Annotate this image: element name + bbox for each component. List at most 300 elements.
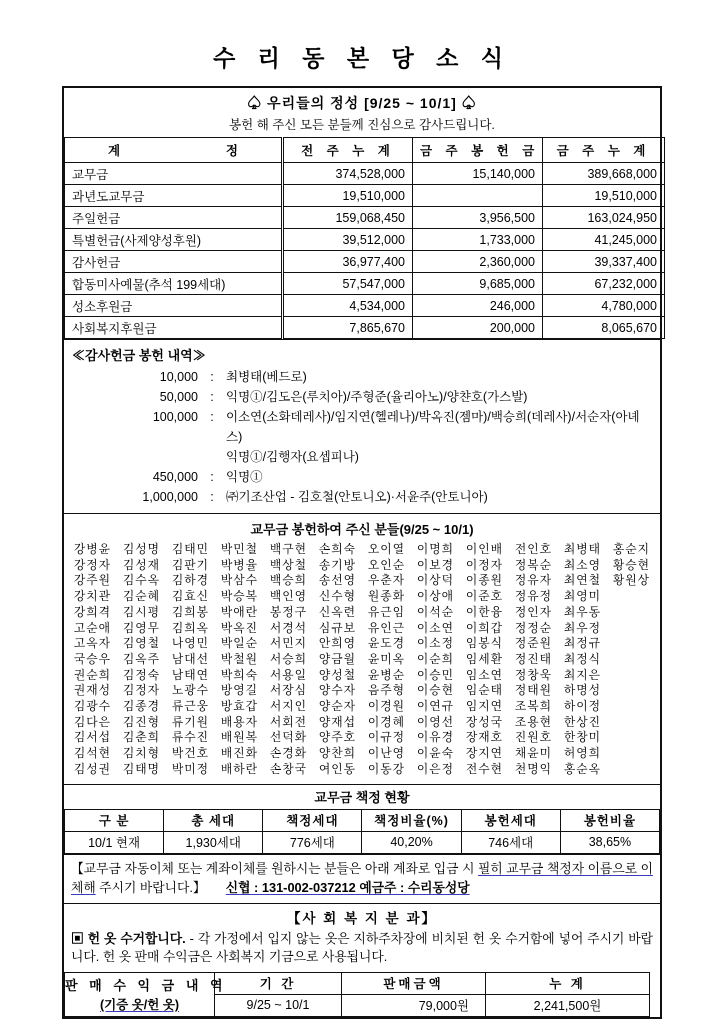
donor-name: 박승복	[220, 589, 259, 604]
donor-name: 서용일	[269, 667, 308, 682]
finance-week-offering-cell: 3,956,500	[413, 207, 543, 229]
finance-header-account-left: 계	[108, 144, 121, 158]
donor-row	[68, 762, 656, 778]
donor-name: 권재성	[73, 683, 112, 698]
finance-week-total-cell: 39,337,400	[543, 251, 665, 273]
donor-name: 배하란	[220, 761, 259, 776]
finance-account-cell: 특별헌금(사제양성후원)	[65, 229, 283, 251]
donor-name: 임지연	[465, 699, 504, 714]
donor-name: 김광수	[73, 699, 112, 714]
finance-prev-total-cell: 374,528,000	[283, 163, 413, 185]
assessment-header-row	[65, 809, 660, 831]
thanksgiving-separator: :	[210, 410, 214, 424]
donor-name: 남대선	[171, 651, 210, 666]
donor-name: 이영선	[416, 714, 455, 729]
finance-row	[65, 251, 665, 273]
page-title: 수 리 동 본 당 소 식	[213, 45, 511, 71]
assessment-table	[64, 809, 660, 854]
assessment-header-category: 구 분	[65, 809, 164, 831]
sales-table	[64, 972, 650, 1017]
thanksgiving-name-line: 익명①	[226, 470, 263, 484]
finance-week-total-cell: 19,510,000	[543, 185, 665, 207]
donor-name: 우춘자	[367, 573, 406, 588]
assessment-header-offering-households: 봉헌세대	[461, 809, 560, 831]
donor-name: 김석현	[73, 746, 112, 761]
finance-prev-total-cell: 19,510,000	[283, 185, 413, 207]
finance-header-prev-total: 전 주 누 계	[283, 138, 413, 163]
finance-prev-total-cell: 36,977,400	[283, 251, 413, 273]
thanksgiving-name-line: 익명①/김도은(루치아)/주형준(율리아노)/양챤호(가스발)	[226, 390, 528, 404]
donor-name: 방영길	[220, 683, 259, 698]
donor-row	[68, 746, 656, 762]
assessment-pledged-ratio: 40,20%	[362, 831, 461, 853]
donor-name: 고순애	[73, 620, 112, 635]
donor-name: 안희영	[318, 636, 357, 651]
donor-name: 이희갑	[465, 620, 504, 635]
donor-name: 나영민	[171, 636, 210, 651]
donor-name: 김태명	[122, 761, 161, 776]
donor-name: 이승민	[416, 667, 455, 682]
donor-name: 배원복	[220, 730, 259, 745]
offering-title: ♤ 우리들의 정성 [9/25 ~ 10/1] ♤	[247, 95, 477, 111]
thanksgiving-separator: :	[210, 470, 214, 484]
finance-prev-total-cell: 159,068,450	[283, 207, 413, 229]
donor-name: 강주원	[73, 573, 112, 588]
donor-name: 김희봉	[171, 604, 210, 619]
sales-row-label	[65, 972, 227, 1016]
donor-name: 정준원	[514, 636, 553, 651]
donor-name: 최영미	[563, 589, 602, 604]
assessment-header-offering-ratio: 봉헌비율	[560, 809, 659, 831]
donor-row	[68, 668, 656, 684]
finance-account-cell: 과년도교무금	[65, 185, 283, 207]
donor-name: 최우동	[563, 604, 602, 619]
donor-name	[607, 730, 656, 746]
welfare-notice-heading: ▣ 헌 옷 수거합니다.	[71, 930, 186, 946]
donor-name: 이소연	[416, 620, 455, 635]
donor-name: 진원호	[514, 730, 553, 745]
donor-name: 양찬희	[318, 746, 357, 761]
finance-header-week-total: 금 주 누 계	[543, 138, 665, 163]
finance-week-offering-cell: 246,000	[413, 295, 543, 317]
donor-row	[68, 621, 656, 637]
donor-name: 류수진	[171, 730, 210, 745]
welfare-title: 【사 회 복 지 분 과】	[287, 910, 437, 926]
donor-name: 이석순	[416, 604, 455, 619]
donor-name: 하명성	[563, 683, 602, 698]
donor-name: 이윤숙	[416, 746, 455, 761]
donor-name: 강병윤	[73, 542, 112, 556]
donor-name: 손경화	[269, 746, 308, 761]
sales-header-cumulative: 누 계	[486, 972, 650, 994]
donor-name: 윤도경	[367, 636, 406, 651]
donor-name: 이소정	[416, 636, 455, 651]
donor-name	[607, 605, 656, 621]
donor-name: 류근웅	[171, 699, 210, 714]
finance-header-row	[65, 138, 665, 163]
dues-donors-grid	[68, 542, 656, 778]
donor-name	[607, 715, 656, 731]
donor-name: 김성재	[122, 557, 161, 572]
donor-name: 황원상	[612, 573, 651, 588]
finance-header-account-right: 정	[225, 144, 238, 158]
donor-name: 이상애	[416, 589, 455, 604]
donor-name: 이규정	[367, 730, 406, 745]
finance-account-cell: 주일헌금	[65, 207, 283, 229]
donor-name: 박삼수	[220, 573, 259, 588]
donor-name: 음주형	[367, 683, 406, 698]
donor-name: 손창국	[269, 761, 308, 776]
donor-name: 김치형	[122, 746, 161, 761]
donor-name: 배진화	[220, 746, 259, 761]
donor-name: 정유정	[514, 589, 553, 604]
donor-name: 박건호	[171, 746, 210, 761]
donor-name: 이종원	[465, 573, 504, 588]
donor-name: 이유경	[416, 730, 455, 745]
finance-account-cell: 사회복지후원금	[65, 317, 283, 339]
donor-name: 박옥진	[220, 620, 259, 635]
donor-name: 이은정	[416, 761, 455, 776]
thanksgiving-line	[72, 487, 652, 507]
donor-name: 이명희	[416, 542, 455, 556]
donor-name: 서민지	[269, 636, 308, 651]
donor-name: 정유자	[514, 573, 553, 588]
donor-name: 서장심	[269, 683, 308, 698]
transfer-notice-text-end: 주시기 바랍니다.】	[95, 879, 206, 895]
donor-name: 최소영	[563, 557, 602, 572]
finance-header-week-offering: 금 주 봉 헌 금	[413, 138, 543, 163]
donor-name: 손희숙	[318, 542, 357, 556]
donor-name: 양순자	[318, 699, 357, 714]
donor-name: 김서섭	[73, 730, 112, 745]
finance-prev-total-cell: 7,865,670	[283, 317, 413, 339]
finance-row	[65, 163, 665, 185]
donor-name: 서승희	[269, 651, 308, 666]
donor-name: 조용현	[514, 714, 553, 729]
donor-name: 박철원	[220, 651, 259, 666]
dues-donors-title: 교무금 봉헌하여 주신 분들(9/25 ~ 10/1)	[250, 522, 474, 537]
thanksgiving-name-line: ㈜기조산업 - 김호철(안토니오)·서윤주(안토니아)	[226, 490, 488, 504]
donor-name: 국승우	[73, 651, 112, 666]
finance-week-total-cell: 8,065,670	[543, 317, 665, 339]
thanksgiving-names	[226, 367, 652, 387]
transfer-notice	[64, 854, 660, 903]
donor-name: 김효신	[171, 589, 210, 604]
donor-name: 이정자	[465, 557, 504, 572]
donor-name: 박일순	[220, 636, 259, 651]
donor-name: 박미정	[171, 761, 210, 776]
finance-week-total-cell: 163,024,950	[543, 207, 665, 229]
donor-name: 정창욱	[514, 667, 553, 682]
donor-name: 강정자	[73, 557, 112, 572]
donor-name: 선덕화	[269, 730, 308, 745]
donor-name: 김영철	[122, 636, 161, 651]
donor-name: 정진태	[514, 651, 553, 666]
finance-week-offering-cell	[413, 185, 543, 207]
finance-account-cell: 성소후원금	[65, 295, 283, 317]
donor-name: 봉정구	[269, 604, 308, 619]
finance-row	[65, 207, 665, 229]
donor-name: 김정숙	[122, 667, 161, 682]
finance-account-cell: 교무금	[65, 163, 283, 185]
donor-row	[68, 715, 656, 731]
donor-name: 임순태	[465, 683, 504, 698]
donor-name: 김옥주	[122, 651, 161, 666]
dues-donors-section	[64, 513, 660, 784]
donor-name: 장성국	[465, 714, 504, 729]
donor-name: 김다은	[73, 714, 112, 729]
donor-name: 김성명	[122, 542, 161, 556]
donor-name: 양성철	[318, 667, 357, 682]
assessment-total-households: 1,930세대	[164, 831, 263, 853]
welfare-section	[64, 903, 660, 1017]
finance-week-offering-cell: 200,000	[413, 317, 543, 339]
donor-row	[68, 652, 656, 668]
finance-week-total-cell: 4,780,000	[543, 295, 665, 317]
thanksgiving-name-line: 이소연(소화데레사)/임지연(헬레나)/박옥진(젬마)/백승희(데레사)/서순자(아녜스)	[226, 410, 640, 444]
donor-name: 양수자	[318, 683, 357, 698]
donor-name: 이경혜	[367, 714, 406, 729]
donor-name: 정인자	[514, 604, 553, 619]
donor-name	[607, 652, 656, 668]
donor-name: 서경석	[269, 620, 308, 635]
donor-row	[68, 589, 656, 605]
donor-name: 이동강	[367, 761, 406, 776]
donor-name: 황승현	[612, 557, 651, 572]
thanksgiving-name-line: 익명①/김행자(요셉피나)	[226, 450, 359, 464]
welfare-notice	[64, 928, 660, 972]
offering-header	[64, 88, 660, 137]
donor-row	[68, 558, 656, 574]
donor-name: 채윤미	[514, 746, 553, 761]
finance-row	[65, 317, 665, 339]
donor-name	[607, 589, 656, 605]
thanksgiving-amount: 100,000	[152, 410, 198, 424]
donor-name: 최우정	[563, 620, 602, 635]
donor-name: 홍순옥	[563, 761, 602, 776]
sales-row-label-line2: (기증 옷/헌 옷)	[99, 998, 180, 1013]
thanksgiving-separator: :	[210, 390, 214, 404]
assessment-offering-ratio: 38,65%	[560, 831, 659, 853]
donor-name: 전인호	[514, 542, 553, 556]
thanksgiving-amount: 10,000	[159, 370, 198, 384]
finance-week-offering-cell: 9,685,000	[413, 273, 543, 295]
donor-name: 백구현	[269, 542, 308, 556]
transfer-notice-text: 【교무금 자동이체 또는 계좌이체를 원하시는 분들은 아래 계좌로 입금 시	[71, 860, 479, 876]
finance-row	[65, 185, 665, 207]
finance-week-total-cell: 41,245,000	[543, 229, 665, 251]
donor-name	[607, 668, 656, 684]
donor-name: 송기방	[318, 557, 357, 572]
sales-header-period: 기 간	[215, 972, 342, 994]
donor-name	[607, 621, 656, 637]
donor-name: 하이정	[563, 699, 602, 714]
thanksgiving-amount: 450,000	[152, 470, 198, 484]
donor-name: 정복순	[514, 557, 553, 572]
transfer-notice-underlined: 필히 교무금 책정자 이름으로 이체해	[71, 860, 653, 895]
thanksgiving-section	[64, 339, 660, 513]
donor-name: 한창미	[563, 730, 602, 745]
donor-name: 김시평	[122, 604, 161, 619]
thanksgiving-names	[226, 387, 652, 407]
donor-name	[607, 636, 656, 652]
sales-header-row	[65, 972, 650, 994]
donor-name: 김성권	[73, 761, 112, 776]
donor-row	[68, 573, 656, 589]
donor-name: 윤병순	[367, 667, 406, 682]
sales-period: 9/25 ~ 10/1	[215, 994, 342, 1016]
donor-name: 백승희	[269, 573, 308, 588]
thanksgiving-names	[226, 407, 652, 467]
donor-name: 여인동	[318, 761, 357, 776]
donor-name: 원종화	[367, 589, 406, 604]
donor-name: 김판기	[171, 557, 210, 572]
donor-name: 고옥자	[73, 636, 112, 651]
thanksgiving-name-line: 최병태(베드로)	[226, 370, 307, 384]
finance-table-body	[65, 163, 665, 339]
finance-week-total-cell: 67,232,000	[543, 273, 665, 295]
thanksgiving-separator: :	[210, 490, 214, 504]
donor-row	[68, 699, 656, 715]
donor-row	[68, 542, 656, 558]
donor-name: 심규보	[318, 620, 357, 635]
donor-name: 홍순지	[612, 542, 651, 556]
thanksgiving-names	[226, 467, 652, 487]
donor-name: 천명익	[514, 761, 553, 776]
donor-name: 오인순	[367, 557, 406, 572]
donor-name: 김정자	[122, 683, 161, 698]
finance-account-cell: 감사헌금	[65, 251, 283, 273]
assessment-offering-households: 746세대	[461, 831, 560, 853]
donor-name: 백인영	[269, 589, 308, 604]
thanksgiving-lines	[72, 367, 652, 507]
donor-name: 노광수	[171, 683, 210, 698]
donor-name: 오이열	[367, 542, 406, 556]
offering-subtitle: 봉헌 해 주신 모든 분들께 진심으로 감사드립니다.	[229, 118, 495, 132]
donor-name: 김희옥	[171, 620, 210, 635]
donor-name: 임소연	[465, 667, 504, 682]
finance-row	[65, 273, 665, 295]
donor-name: 최연철	[563, 573, 602, 588]
thanksgiving-line	[72, 467, 652, 487]
donor-name	[607, 746, 656, 762]
donor-name: 최정규	[563, 636, 602, 651]
donor-name: 이순희	[416, 651, 455, 666]
thanksgiving-title: ≪감사헌금 봉헌 내역≫	[72, 348, 206, 363]
donor-name: 양재섭	[318, 714, 357, 729]
transfer-account-info: 신협 : 131-002-037212 예금주 : 수리동성당	[225, 879, 470, 895]
assessment-title: 교무금 책정 현황	[314, 789, 410, 805]
assessment-header-pledged-households: 책정세대	[263, 809, 362, 831]
finance-row	[65, 295, 665, 317]
donor-name: 김춘희	[122, 730, 161, 745]
thanksgiving-separator: :	[210, 370, 214, 384]
finance-prev-total-cell: 39,512,000	[283, 229, 413, 251]
finance-header-account	[65, 138, 283, 163]
finance-week-offering-cell: 1,733,000	[413, 229, 543, 251]
donor-name: 허영희	[563, 746, 602, 761]
donor-name: 최지은	[563, 667, 602, 682]
assessment-pledged-households: 776세대	[263, 831, 362, 853]
donor-name: 강치관	[73, 589, 112, 604]
donor-row	[68, 730, 656, 746]
bulletin-body	[62, 86, 662, 1019]
donor-name: 권순희	[73, 667, 112, 682]
finance-week-total-cell: 389,668,000	[543, 163, 665, 185]
donor-name: 신수형	[318, 589, 357, 604]
donor-name	[607, 699, 656, 715]
finance-account-cell: 합동미사예물(추석 199세대)	[65, 273, 283, 295]
donor-name: 류기원	[171, 714, 210, 729]
assessment-header-total-households: 총 세대	[164, 809, 263, 831]
finance-table	[64, 137, 665, 339]
donor-name: 양금월	[318, 651, 357, 666]
assessment-section	[64, 784, 660, 854]
donor-name: 장지연	[465, 746, 504, 761]
finance-week-offering-cell: 15,140,000	[413, 163, 543, 185]
sales-amount: 79,000원	[342, 994, 486, 1016]
donor-name: 박애란	[220, 604, 259, 619]
finance-prev-total-cell: 57,547,000	[283, 273, 413, 295]
donor-name: 김종경	[122, 699, 161, 714]
donor-name: 박희숙	[220, 667, 259, 682]
donor-name: 장재호	[465, 730, 504, 745]
thanksgiving-names	[226, 487, 652, 507]
finance-prev-total-cell: 4,534,000	[283, 295, 413, 317]
welfare-notice-body: - 각 가정에서 입지 않는 옷은 지하주차장에 비치된 헌 옷 수거함에 넣어 주시기 바랍니다. 헌 옷 판매 수익금은 사회복지 기금으로 사용됩니다.	[71, 930, 653, 965]
donor-row	[68, 605, 656, 621]
thanksgiving-amount: 50,000	[159, 390, 198, 404]
donor-name: 김진형	[122, 714, 161, 729]
donor-name: 이승현	[416, 683, 455, 698]
donor-name: 양주호	[318, 730, 357, 745]
donor-name: 김순혜	[122, 589, 161, 604]
assessment-header-pledged-ratio: 책정비율(%)	[362, 809, 461, 831]
donor-name: 최병태	[563, 542, 602, 556]
donor-name: 정태원	[514, 683, 553, 698]
donor-name: 윤미옥	[367, 651, 406, 666]
donor-name: 남태연	[171, 667, 210, 682]
donor-name: 방효갑	[220, 699, 259, 714]
donor-name	[607, 683, 656, 699]
donor-name: 이한융	[465, 604, 504, 619]
donor-name: 김태민	[171, 542, 210, 556]
thanksgiving-line	[72, 367, 652, 387]
sales-header-amount: 판매금액	[342, 972, 486, 994]
assessment-data-row	[65, 831, 660, 853]
donor-name: 이난영	[367, 746, 406, 761]
donor-name: 임세환	[465, 651, 504, 666]
donor-name: 김하경	[171, 573, 210, 588]
donor-name: 김수옥	[122, 573, 161, 588]
thanksgiving-line	[72, 407, 652, 467]
donor-name: 이상덕	[416, 573, 455, 588]
donor-row	[68, 636, 656, 652]
donor-name: 정정순	[514, 620, 553, 635]
donor-name: 신옥련	[318, 604, 357, 619]
donor-name: 이연규	[416, 699, 455, 714]
donor-name: 배용자	[220, 714, 259, 729]
donor-row	[68, 683, 656, 699]
thanksgiving-amount: 1,000,000	[142, 490, 198, 504]
donor-name: 유인근	[367, 620, 406, 635]
donor-name: 조복희	[514, 699, 553, 714]
donor-name: 서회전	[269, 714, 308, 729]
donor-name: 최정식	[563, 651, 602, 666]
donor-name: 백상철	[269, 557, 308, 572]
thanksgiving-line	[72, 387, 652, 407]
donor-name: 송선영	[318, 573, 357, 588]
